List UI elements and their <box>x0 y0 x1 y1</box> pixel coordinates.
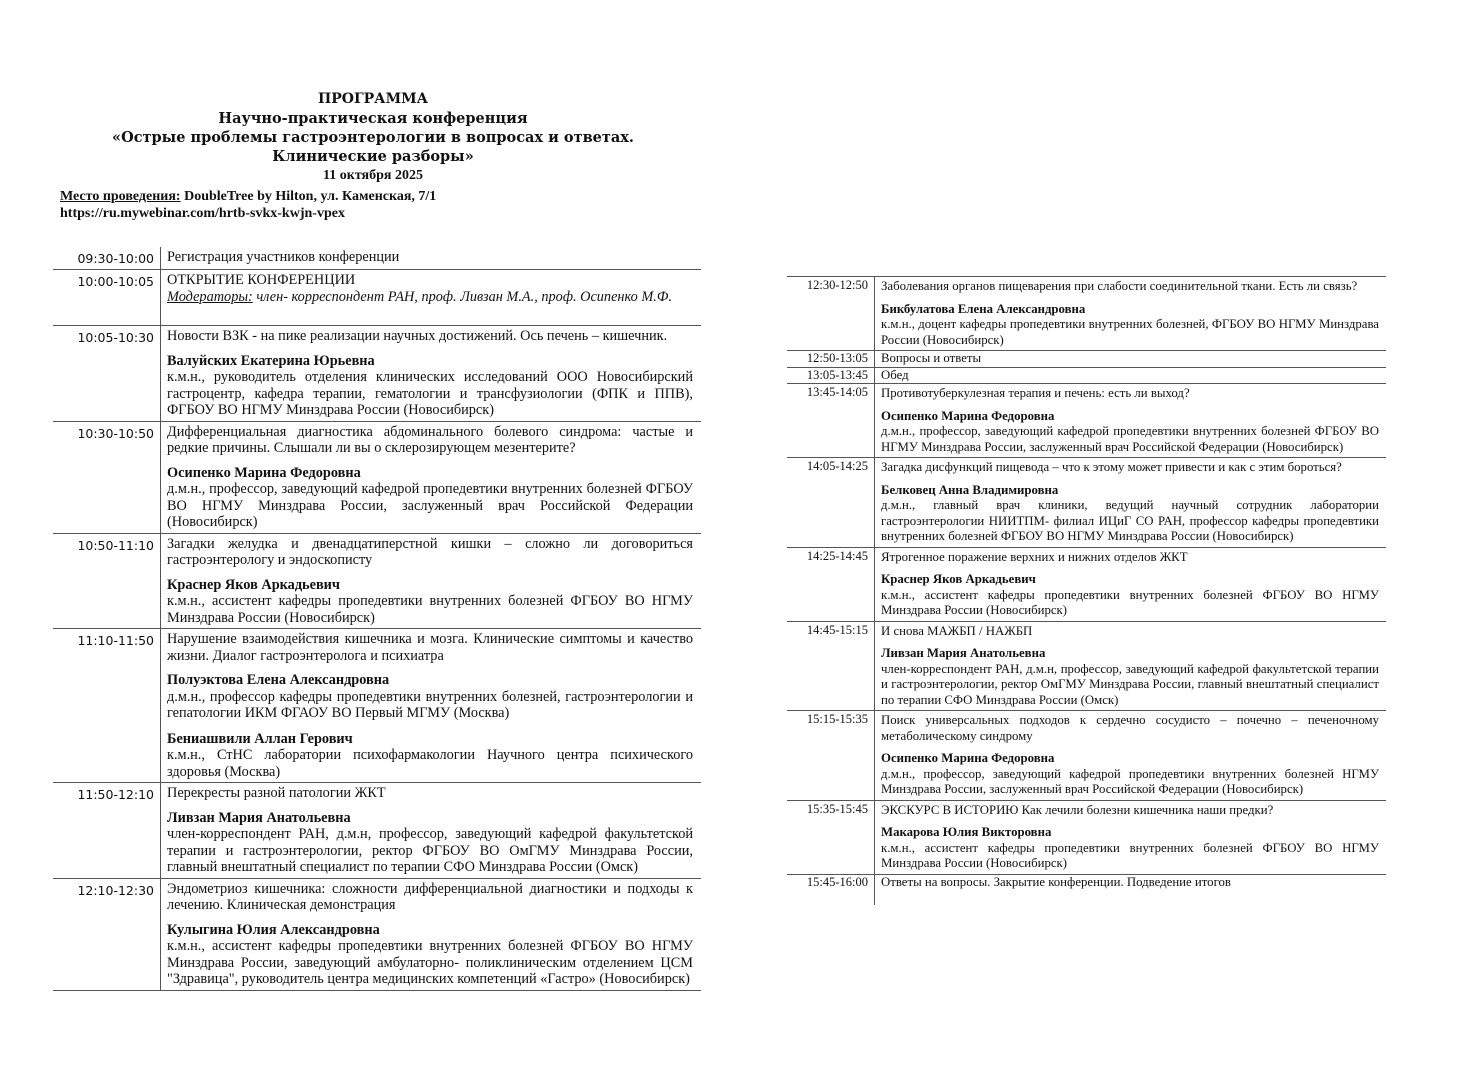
session-content <box>875 874 1387 905</box>
speaker <box>167 353 693 419</box>
session-content <box>875 384 1387 458</box>
speaker-name: Валуйских Екатерина Юрьевна <box>167 352 375 369</box>
speaker-details: член-корреспондент РАН, д.м.н, профессор, заведующий кафедрой факультетской терапии и гастроэнтерологии, ректор ФГБОУ ВО ОмГМУ Минздрава России, главный внештатный специалист по терапии СФО Минздрава России (Омск) <box>167 826 693 875</box>
schedule-table-right <box>787 276 1386 905</box>
webinar-link[interactable]: https://ru.mywebinar.com/hrtb-svkx-kwjn-vpex <box>60 206 345 221</box>
conference-theme-line1: «Острые проблемы гастроэнтерологии в вопросах и ответах. <box>112 129 634 146</box>
program-header <box>60 90 686 222</box>
speaker-name: Ливзан Мария Анатольевна <box>167 809 351 826</box>
session-time: 09:30-10:00 <box>53 247 161 270</box>
speaker-details: д.м.н., профессор, заведующий кафедрой пропедевтики внутренних болезней ФГБОУ ВО НГМУ Минздрава России, заслуженный врач Российской Федерации (Новосибирск) <box>167 481 693 530</box>
session-topic: Регистрация участников конференции <box>167 249 400 265</box>
speaker-details: к.м.н., ассистент кафедры пропедевтики внутренних болезней ФГБОУ ВО НГМУ Минздрава России (Новосибирск) <box>881 587 1379 617</box>
session-time: 15:15-15:35 <box>787 711 875 801</box>
session-topic: Дифференциальная диагностика абдоминального болевого синдрома: частые и редкие причины. Слышали ли вы о склерозирующем мезентерите? <box>167 423 693 456</box>
speaker-details: д.м.н., профессор кафедры пропедевтики внутренних болезней, гастроэнтерологии и гепатологии ИКМ ФГАОУ ВО Первый МГМУ (Москва) <box>167 688 693 721</box>
session-topic: Заболевания органов пищеварения при слабости соединительной ткани. Есть ли связь? <box>881 279 1358 293</box>
session-topic: Вопросы и ответы <box>881 351 982 365</box>
moderators <box>167 289 693 306</box>
speaker <box>167 672 693 722</box>
session-content <box>161 533 702 629</box>
speaker <box>881 302 1379 349</box>
speaker-name: Полуэктова Елена Александровна <box>167 672 390 688</box>
speaker <box>167 922 693 988</box>
speaker <box>881 646 1379 708</box>
schedule-row <box>787 367 1386 384</box>
speaker-name: Бениашвили Аллан Герович <box>167 730 353 747</box>
session-time: 14:05-14:25 <box>787 458 875 548</box>
speaker-name: Осипенко Марина Федоровна <box>167 464 361 481</box>
speaker-details: к.м.н., руководитель отделения клинических исследований ООО Новосибирский гастроцентр, кафедра терапии, гематологии и трансфузиологии (ФПК и ППВ), ФГБОУ ВО НГМУ Минздрава России (Новосибирск) <box>167 369 693 418</box>
session-content <box>161 783 702 879</box>
session-time: 11:10-11:50 <box>53 629 161 783</box>
session-time: 15:45-16:00 <box>787 874 875 905</box>
session-time: 10:50-11:10 <box>53 533 161 629</box>
speaker-name: Осипенко Марина Федоровна <box>881 751 1055 765</box>
schedule-row <box>53 326 701 422</box>
speaker <box>881 483 1379 545</box>
speaker <box>167 577 693 627</box>
session-topic: ЭКСКУРС В ИСТОРИЮ Как лечили болезни кишечника наши предки? <box>881 802 1274 817</box>
speaker-details: к.м.н., ассистент кафедры пропедевтики внутренних болезней ФГБОУ ВО НГМУ Минздрава России, заведующий амбулаторно- поликлиническим отделением ЦСМ "Здравица", руководитель центра медицинских компетенций «Гастро» (Новосибирск) <box>167 938 693 987</box>
moderators-label: Модераторы: <box>167 288 253 305</box>
schedule-table-left <box>53 247 701 991</box>
schedule-row <box>53 629 701 783</box>
session-content <box>161 421 702 533</box>
schedule-row <box>787 800 1386 874</box>
session-content <box>161 326 702 422</box>
speaker-name: Белковец Анна Владимировна <box>881 482 1059 497</box>
schedule-row <box>787 458 1386 548</box>
speaker-details: д.м.н., профессор, заведующий кафедрой пропедевтики внутренних болезней НГМУ Минздрава России, заслуженный врач Российской Федерации (Новосибирск) <box>881 766 1379 796</box>
speaker-details: д.м.н., профессор, заведующий кафедрой пропедевтики внутренних болезней ФГБОУ ВО НГМУ Минздрава России, заслуженный врач Российской Федерации (Новосибирск) <box>881 424 1379 454</box>
session-content <box>875 800 1387 874</box>
speaker-details: к.м.н., доцент кафедры пропедевтики внутренних болезней, ФГБОУ ВО НГМУ Минздрава России (Новосибирск) <box>881 317 1379 347</box>
speaker <box>167 731 693 781</box>
session-topic: Поиск универсальных подходов к сердечно сосудисто – почечно – печеночному метаболическому синдрому <box>881 713 1379 743</box>
session-content <box>161 878 702 990</box>
schedule-row <box>787 711 1386 801</box>
speaker-details: к.м.н., СтНС лаборатории психофармакологии Научного центра психического здоровья (Москва) <box>167 747 693 780</box>
schedule-row <box>787 351 1386 368</box>
speaker <box>881 409 1379 456</box>
session-time: 13:05-13:45 <box>787 367 875 384</box>
speaker-name: Кулыгина Юлия Александровна <box>167 921 380 938</box>
session-time: 15:35-15:45 <box>787 800 875 874</box>
session-time: 14:45-15:15 <box>787 621 875 711</box>
session-time: 10:00-10:05 <box>53 270 161 326</box>
speaker-name: Ливзан Мария Анатольевна <box>881 646 1046 660</box>
session-topic: Противотуберкулезная терапия и печень: есть ли выход? <box>881 386 1190 400</box>
schedule-row <box>787 277 1386 351</box>
speaker-details: к.м.н., ассистент кафедры пропедевтики внутренних болезней ФГБОУ ВО НГМУ Минздрава России (Новосибирск) <box>167 593 693 626</box>
session-content <box>875 277 1387 351</box>
venue-label: Место проведения: <box>60 189 181 204</box>
session-content <box>875 711 1387 801</box>
session-topic: Загадки желудка и двенадцатиперстной кишки – сложно ли договориться гастроэнтерологу и эндоскописту <box>167 535 693 568</box>
session-content <box>875 351 1387 368</box>
schedule-row <box>53 783 701 879</box>
schedule-row <box>53 421 701 533</box>
session-topic: Ятрогенное поражение верхних и нижних отделов ЖКТ <box>881 549 1188 564</box>
venue <box>60 188 686 205</box>
schedule-row <box>787 547 1386 621</box>
session-topic: Эндометриоз кишечника: сложности дифференциальной диагностики и подходы к лечению. Клиническая демонстрация <box>167 880 693 913</box>
session-time: 12:50-13:05 <box>787 351 875 368</box>
session-content <box>161 270 702 326</box>
speaker-name: Бикбулатова Елена Александровна <box>881 301 1086 316</box>
session-time: 12:30-12:50 <box>787 277 875 351</box>
session-content <box>875 547 1387 621</box>
speaker <box>167 810 693 876</box>
session-time: 13:45-14:05 <box>787 384 875 458</box>
speaker-name: Краснер Яков Аркадьевич <box>167 576 340 593</box>
session-topic: Нарушение взаимодействия кишечника и мозга. Клинические симптомы и качество жизни. Диалог гастроэнтеролога и психиатра <box>167 631 693 664</box>
session-topic: Новости ВЗК - на пике реализации научных достижений. Ось печень – кишечник. <box>167 328 668 344</box>
schedule-row <box>53 878 701 990</box>
session-topic: Ответы на вопросы. Закрытие конференции. Подведение итогов <box>881 874 1231 889</box>
session-time: 10:05-10:30 <box>53 326 161 422</box>
session-topic: Обед <box>881 367 909 382</box>
speaker-details: д.м.н., главный врач клиники, ведущий научный сотрудник лаборатории гастроэнтерологии НИИТПМ- филиал ИЦиГ СО РАН, профессор кафедры пропедевтики внутренних болезней ФГБОУ ВО НГМУ Минздрава России (Новосибирск) <box>881 498 1379 543</box>
speaker-name: Осипенко Марина Федоровна <box>881 408 1055 423</box>
schedule-row <box>787 384 1386 458</box>
session-time: 14:25-14:45 <box>787 547 875 621</box>
speaker <box>881 572 1379 619</box>
session-content <box>875 621 1387 711</box>
speaker <box>167 465 693 531</box>
speaker <box>881 751 1379 798</box>
speaker-name: Краснер Яков Аркадьевич <box>881 572 1036 586</box>
moderators-names: член- корреспондент РАН, проф. Ливзан М.А., проф. Осипенко М.Ф. <box>252 288 672 305</box>
session-time: 12:10-12:30 <box>53 878 161 990</box>
speaker <box>881 825 1379 872</box>
speaker-details: член-корреспондент РАН, д.м.н, профессор, заведующий кафедрой факультетской терапии и гастроэнтерологии, ректор ОмГМУ Минздрава России, главный внештатный специалист по терапии СФО Минздрава России (Омск) <box>881 661 1379 707</box>
speaker-details: к.м.н., ассистент кафедры пропедевтики внутренних болезней ФГБОУ ВО НГМУ Минздрава России (Новосибирск) <box>881 840 1379 870</box>
session-topic: И снова МАЖБП / НАЖБП <box>881 623 1033 638</box>
session-content <box>875 367 1387 384</box>
session-time: 11:50-12:10 <box>53 783 161 879</box>
schedule-row <box>53 270 701 326</box>
conference-date: 11 октября 2025 <box>323 168 423 183</box>
session-content <box>875 458 1387 548</box>
session-topic: ОТКРЫТИЕ КОНФЕРЕНЦИИ <box>167 272 356 288</box>
session-time: 10:30-10:50 <box>53 421 161 533</box>
schedule-row <box>53 247 701 270</box>
session-topic: Загадка дисфункций пищевода – что к этому может привести и как с этим бороться? <box>881 460 1342 474</box>
session-content <box>161 629 702 783</box>
conference-theme-line2: Клинические разборы» <box>272 148 474 165</box>
session-content <box>161 247 702 270</box>
schedule-row <box>787 621 1386 711</box>
speaker-name: Макарова Юлия Викторовна <box>881 825 1052 839</box>
program-title: ПРОГРАММА <box>318 91 428 107</box>
venue-value: DoubleTree by Hilton, ул. Каменская, 7/1 <box>180 189 437 204</box>
conference-type: Научно-практическая конференция <box>218 110 528 127</box>
session-topic: Перекресты разной патологии ЖКТ <box>167 785 386 801</box>
schedule-row <box>787 874 1386 905</box>
schedule-row <box>53 533 701 629</box>
